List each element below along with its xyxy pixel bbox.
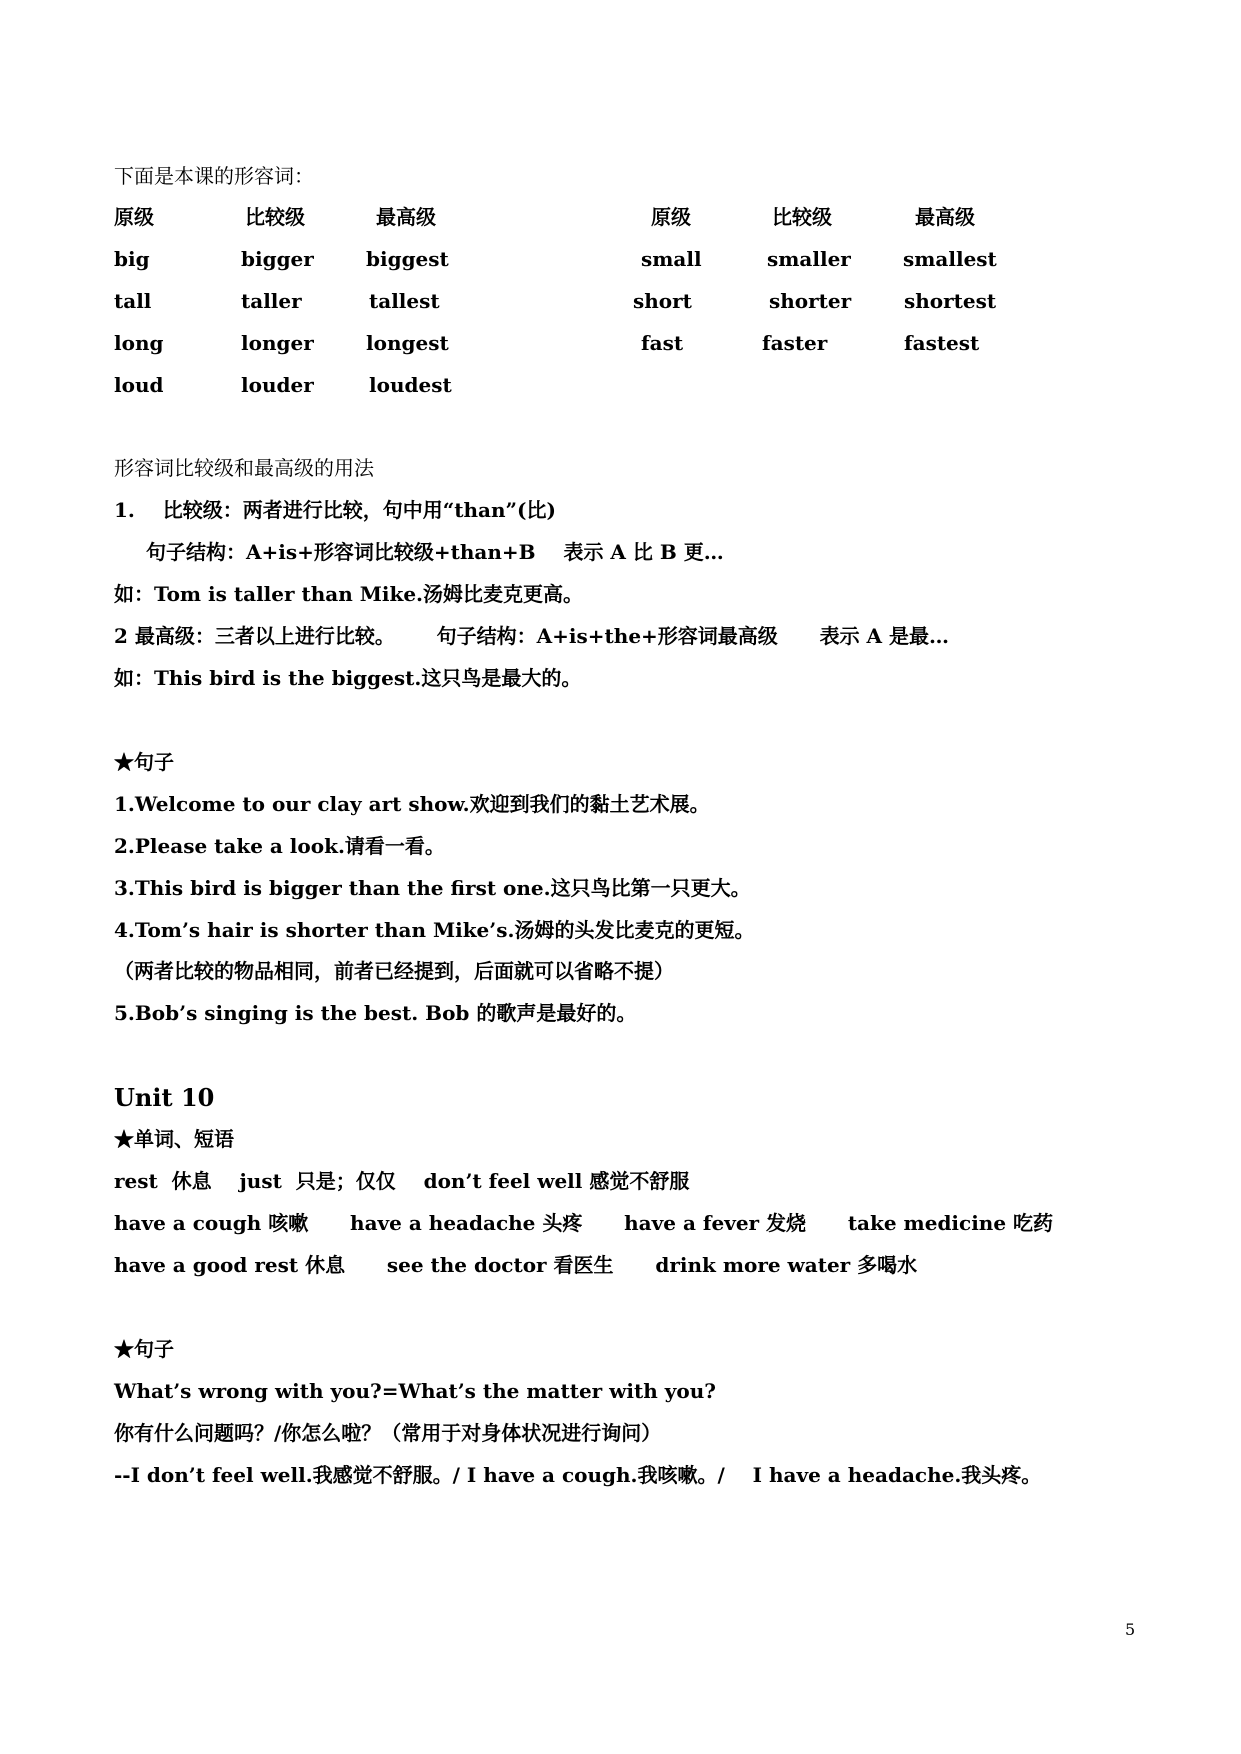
adjective-cell: shortest [904, 289, 997, 313]
unit-title: Unit 10 [114, 1083, 215, 1112]
sentences-heading: ★句子 [114, 750, 174, 774]
adjective-cell: big [114, 247, 150, 271]
adjectives-intro: 下面是本课的形容词： [114, 164, 314, 188]
sentence-item: 5.Bob’s singing is the best. Bob 的歌声是最好的。 [114, 1001, 637, 1025]
adjective-cell: tallest [369, 289, 440, 313]
vocab-line: have a cough 咳嗽 have a headache 头疼 have a fever 发烧 take medicine 吃药 [114, 1211, 1054, 1235]
adjective-cell: biggest [366, 247, 449, 271]
sentence-note: （两者比较的物品相同，前者已经提到，后面就可以省略不提） [114, 959, 674, 983]
vocab-line: have a good rest 休息 see the doctor 看医生 drink more water 多喝水 [114, 1253, 918, 1277]
comparative-structure: 句子结构：A+is+形容词比较级+than+B 表示 A 比 B 更… [146, 540, 724, 564]
adjective-cell: louder [241, 373, 314, 397]
adjective-cell: longest [366, 331, 449, 355]
adjective-cell: fastest [904, 331, 980, 355]
adjective-cell: small [641, 247, 702, 271]
comparative-rule: 1. 比较级：两者进行比较，句中用“than”(比) [114, 498, 556, 522]
header-superlative-left: 最高级 [376, 205, 436, 229]
unit-sentences-heading: ★句子 [114, 1337, 174, 1361]
vocab-heading: ★单词、短语 [114, 1127, 234, 1151]
adjective-cell: fast [641, 331, 684, 355]
adjective-cell: longer [241, 331, 314, 355]
sentence-item: 1.Welcome to our clay art show.欢迎到我们的黏土艺术展。 [114, 792, 710, 816]
usage-title: 形容词比较级和最高级的用法 [114, 456, 374, 480]
adjective-cell: tall [114, 289, 152, 313]
superlative-example: 如：This bird is the biggest.这只鸟是最大的。 [114, 666, 582, 690]
sentence-item: 2.Please take a look.请看一看。 [114, 834, 445, 858]
unit-sentence-line: 你有什么问题吗？/你怎么啦？（常用于对身体状况进行询问） [114, 1421, 662, 1445]
adjective-cell: faster [762, 331, 828, 355]
unit-sentence-line: --I don’t feel well.我感觉不舒服。/ I have a cough.我咳嗽。/ I have a headache.我头疼。 [114, 1463, 1042, 1487]
sentence-item: 3.This bird is bigger than the first one.这只鸟比第一只更大。 [114, 876, 751, 900]
adjective-cell: taller [241, 289, 302, 313]
page-number: 5 [1125, 1620, 1136, 1639]
adjective-cell: short [633, 289, 692, 313]
adjective-cell: loudest [369, 373, 452, 397]
comparative-example: 如：Tom is taller than Mike.汤姆比麦克更高。 [114, 582, 584, 606]
unit-sentence-line: What’s wrong with you?=What’s the matter with you? [114, 1379, 716, 1403]
adjective-cell: smallest [903, 247, 997, 271]
adjective-cell: bigger [241, 247, 314, 271]
adjective-cell: shorter [769, 289, 852, 313]
header-positive-left: 原级 [114, 205, 154, 229]
vocab-line: rest 休息 just 只是；仅仅 don’t feel well 感觉不舒服 [114, 1169, 690, 1193]
header-comparative-left: 比较级 [245, 205, 305, 229]
sentence-item: 4.Tom’s hair is shorter than Mike’s.汤姆的头发比麦克的更短。 [114, 918, 755, 942]
adjective-cell: loud [114, 373, 164, 397]
header-superlative-right: 最高级 [915, 205, 975, 229]
adjective-cell: long [114, 331, 164, 355]
adjective-cell: smaller [767, 247, 851, 271]
header-comparative-right: 比较级 [772, 205, 832, 229]
superlative-rule: 2 最高级：三者以上进行比较。 句子结构：A+is+the+形容词最高级 表示 A 是最… [114, 624, 950, 648]
header-positive-right: 原级 [651, 205, 691, 229]
